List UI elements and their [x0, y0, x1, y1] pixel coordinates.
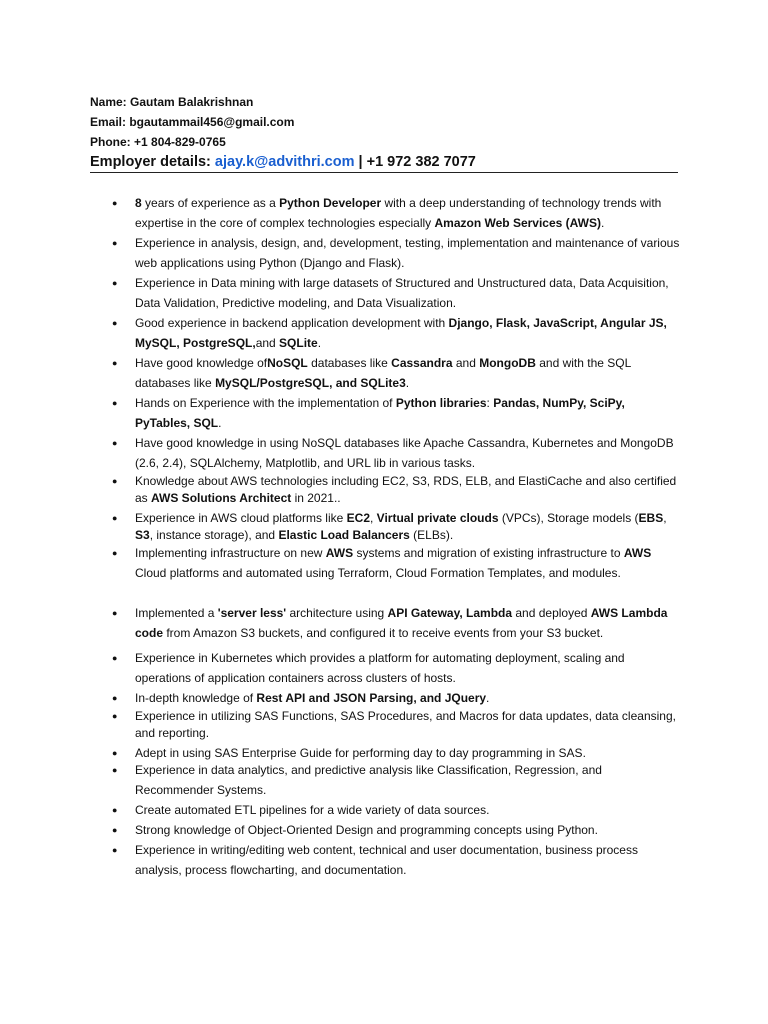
list-item — [135, 510, 683, 544]
bold-text: Python Developer — [279, 196, 382, 210]
list-item — [135, 393, 683, 433]
list-item — [135, 273, 683, 313]
text-segment: Strong knowledge of Object-Oriented Design and programming concepts using Python. — [135, 823, 598, 837]
text-segment: years of experience as a — [141, 196, 280, 210]
list-item — [135, 603, 683, 643]
employer-phone: | +1 972 382 7077 — [354, 154, 476, 170]
text-segment: (ELBs). — [409, 528, 454, 542]
list-item — [135, 708, 683, 742]
bold-text: Pandas, NumPy, SciPy, PyTables, SQL — [135, 396, 625, 430]
bold-text: EBS — [638, 511, 664, 525]
text-segment: Hands on Experience with the implementation of — [135, 396, 396, 410]
text-segment: , — [663, 511, 667, 525]
text-segment: Adept in using SAS Enterprise Guide for performing day to day programming in SAS. — [135, 746, 586, 760]
bold-text: SQLite — [279, 336, 318, 350]
list-item — [135, 433, 683, 473]
list-item — [135, 760, 683, 800]
text-segment: architecture using — [286, 606, 388, 620]
employer-email-link[interactable]: ajay.k@advithri.com — [214, 154, 355, 170]
text-segment: Good experience in backend application development with — [135, 316, 449, 330]
text-segment: Experience in Data mining with large datasets of Structured and Unstructured data, Data Acquisition, Data Validation, Predictive modeling, and Data Visualization. — [135, 276, 669, 310]
bold-text: 'server less' — [217, 606, 287, 620]
text-segment: from Amazon S3 buckets, and configured it to receive events from your S3 bucket. — [163, 626, 604, 640]
text-segment: . — [486, 691, 490, 705]
bold-text: EC2 — [346, 511, 370, 525]
bold-text: Amazon Web Services (AWS) — [434, 216, 601, 230]
bold-text: AWS — [325, 546, 354, 560]
bold-text: MongoDB — [479, 356, 536, 370]
bold-text: Python libraries — [395, 396, 487, 410]
text-segment: Experience in writing/editing web content, technical and user documentation, business process analysis, process flowcharting, and documentation. — [135, 843, 638, 877]
bold-text: 8 — [135, 196, 142, 210]
text-segment: . — [317, 336, 322, 350]
text-segment: : — [486, 396, 494, 410]
text-segment: (VPCs), Storage models ( — [498, 511, 639, 525]
list-item — [135, 233, 683, 273]
list-item — [135, 473, 683, 507]
bold-text: Virtual private clouds — [376, 511, 499, 525]
text-segment: . — [218, 416, 222, 430]
text-segment: , instance storage), and — [149, 528, 279, 542]
bold-text: Django, Flask, JavaScript, Angular JS, MySQL, PostgreSQL, — [135, 316, 667, 350]
bold-text: Elastic Load Balancers — [278, 528, 410, 542]
list-item — [135, 800, 683, 820]
text-segment: . — [405, 376, 410, 390]
text-segment: and — [255, 336, 280, 350]
contact-name: Name: Gautam Balakrishnan — [90, 95, 254, 109]
text-segment: and — [452, 356, 480, 370]
text-segment: in 2021.. — [291, 491, 341, 505]
contact-phone: Phone: +1 804-829-0765 — [90, 135, 226, 149]
bold-text: MySQL/PostgreSQL, and SQLite3 — [215, 376, 406, 390]
text-segment: with a deep understanding of technology trends with expertise in the core of complex technologies especially — [135, 196, 662, 230]
text-segment: Knowledge about AWS technologies including EC2, S3, RDS, ELB, and ElastiCache and also certified as — [135, 474, 677, 505]
list-item — [135, 820, 683, 840]
list-item — [135, 543, 683, 583]
list-item — [135, 193, 683, 233]
text-segment: Experience in analysis, design, and, development, testing, implementation and maintenance of various web applications using Python (Django and Flask). — [135, 236, 680, 270]
list-item — [135, 353, 683, 393]
header-divider — [90, 172, 678, 173]
text-segment: Experience in data analytics, and predictive analysis like Classification, Regression, and Recommender Systems. — [135, 763, 602, 797]
bold-text: Cassandra — [391, 356, 453, 370]
list-item — [135, 313, 683, 353]
text-segment: In-depth knowledge of — [135, 691, 257, 705]
contact-email: Email: bgautammail456@gmail.com — [90, 115, 295, 129]
bold-text: Rest API and JSON Parsing, and JQuery — [256, 691, 487, 705]
text-segment: . — [601, 216, 605, 230]
bold-text: AWS — [623, 546, 652, 560]
employer-label: Employer details: — [90, 154, 215, 170]
list-item — [135, 648, 683, 688]
text-segment: and deployed — [512, 606, 591, 620]
text-segment: , — [370, 511, 377, 525]
text-segment: databases like — [307, 356, 392, 370]
text-segment: Implemented a — [135, 606, 218, 620]
bold-text: API Gateway, Lambda — [387, 606, 513, 620]
text-segment: Cloud platforms and automated using Terraform, Cloud Formation Templates, and modules. — [135, 566, 621, 580]
text-segment: Have good knowledge of — [135, 356, 268, 370]
bold-text: NoSQL — [267, 356, 308, 370]
bold-text: AWS Solutions Architect — [151, 491, 292, 505]
text-segment: Create automated ETL pipelines for a wide variety of data sources. — [135, 803, 490, 817]
bold-text: AWS Lambda code — [135, 606, 668, 640]
text-segment: Experience in AWS cloud platforms like — [135, 511, 347, 525]
bold-text: S3 — [135, 528, 150, 542]
text-segment: Implementing infrastructure on new — [135, 546, 326, 560]
employer-details — [90, 154, 476, 171]
text-segment: Have good knowledge in using NoSQL databases like Apache Cassandra, Kubernetes and MongoDB (2.6, 2.4), SQLAlchemy, Matplotlib, and URL lib in various tasks. — [135, 436, 674, 470]
text-segment: Experience in Kubernetes which provides a platform for automating deployment, scaling and operations of application containers across clusters of hosts. — [135, 651, 625, 685]
list-item — [135, 840, 683, 880]
text-segment: Experience in utilizing SAS Functions, SAS Procedures, and Macros for data updates, data cleansing, and reporting. — [135, 709, 676, 740]
text-segment: and with the SQL databases like — [135, 356, 631, 390]
list-item — [135, 688, 683, 708]
text-segment: systems and migration of existing infrastructure to — [353, 546, 624, 560]
